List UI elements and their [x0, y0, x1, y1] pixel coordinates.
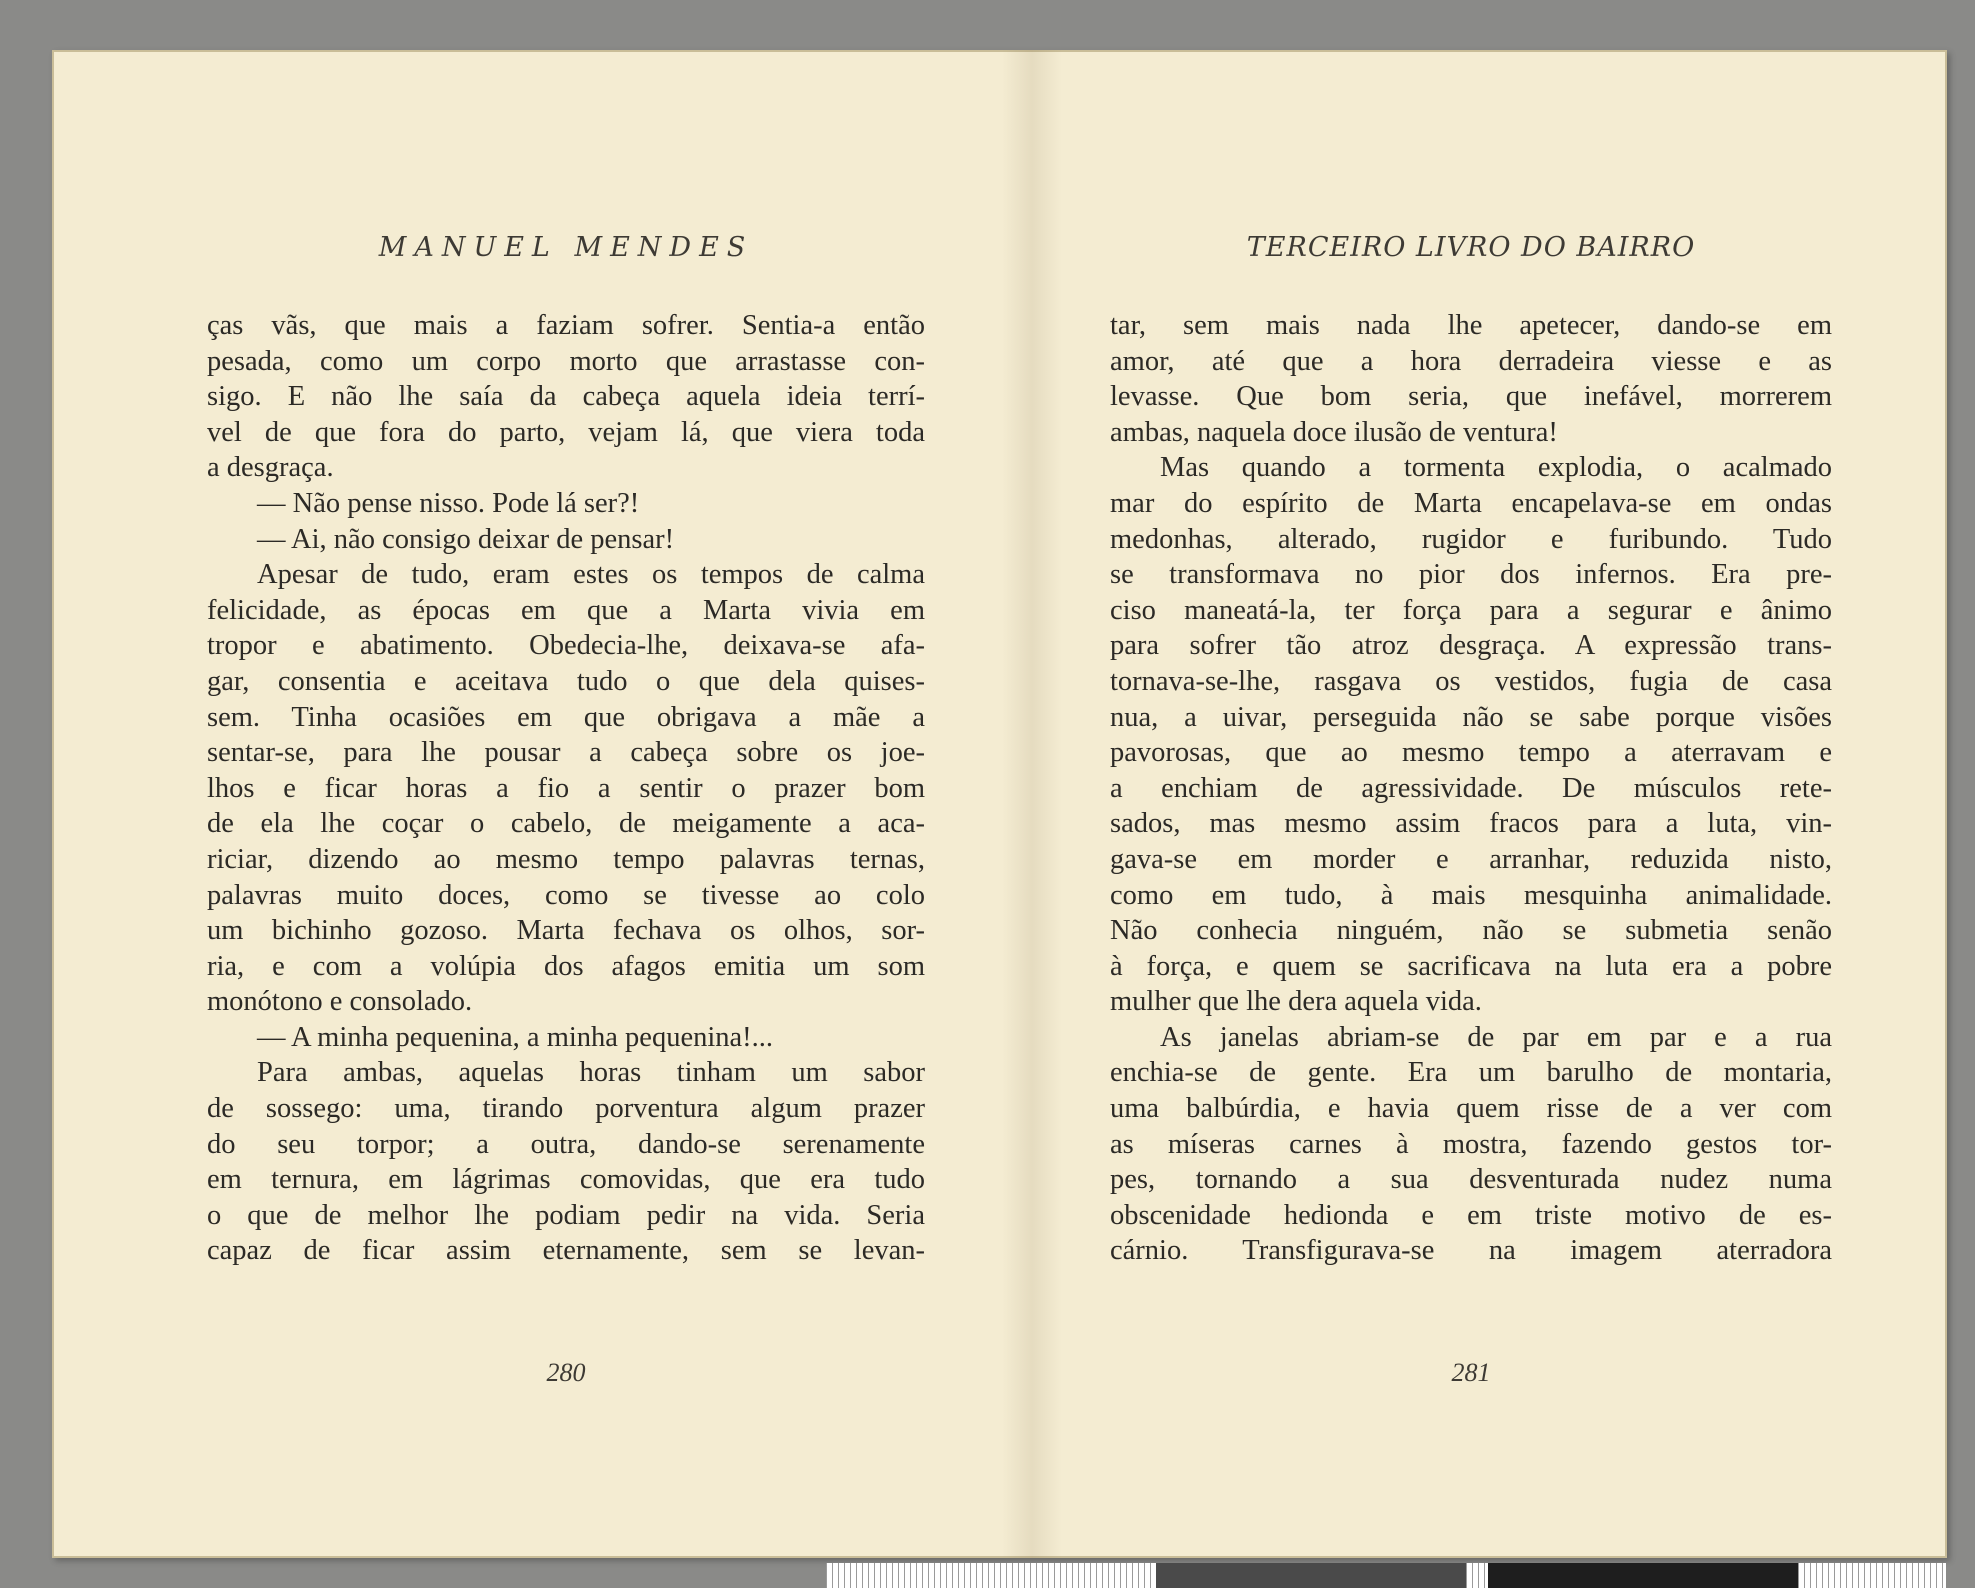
ruler-ticks	[1798, 1563, 1946, 1588]
text-line: do seu torpor; a outra, dando-se serenamente	[207, 1128, 925, 1160]
text-line: pes, tornando a sua desventurada nudez numa	[1110, 1164, 1832, 1196]
text-line: tornava-se-lhe, rasgava os vestidos, fugia de casa	[1110, 665, 1832, 697]
text-line: medonhas, alterado, rugidor e furibundo. Tudo	[1110, 523, 1832, 555]
text-line: amor, até que a hora derradeira viesse e as	[1110, 345, 1832, 377]
text-line: tropor e abatimento. Obedecia-lhe, deixava-se afa-	[207, 630, 925, 662]
text-line: — A minha pequenina, a minha pequenina!...	[257, 1021, 774, 1053]
left-page-text	[207, 308, 925, 1269]
text-line: enchia-se de gente. Era um barulho de montaria,	[1110, 1057, 1832, 1089]
text-line: sados, mas mesmo assim fracos para a luta, vin-	[1110, 808, 1832, 840]
text-line: pavorosas, que ao mesmo tempo a aterravam e	[1110, 737, 1832, 769]
text-line: um bichinho gozoso. Marta fechava os olhos, sor-	[207, 915, 925, 947]
open-book-scan	[52, 50, 1947, 1558]
right-page-text	[1110, 308, 1832, 1269]
text-line: ambas, naquela doce ilusão de ventura!	[1110, 416, 1558, 448]
text-line: para sofrer tão atroz desgraça. A expressão trans-	[1110, 630, 1832, 662]
text-line: — Não pense nisso. Pode lá ser?!	[257, 487, 640, 519]
text-line: capaz de ficar assim eternamente, sem se levan-	[207, 1235, 925, 1267]
text-line: sem. Tinha ocasiões em que obrigava a mãe a	[207, 701, 925, 733]
text-line: nua, a uivar, perseguida não se sabe porque visões	[1110, 701, 1832, 733]
ruler-black-block	[1488, 1563, 1798, 1588]
text-line: levasse. Que bom seria, que inefável, morrerem	[1110, 381, 1832, 413]
text-line: de ela lhe coçar o cabelo, de meigamente a aca-	[207, 808, 925, 840]
scan-color-ruler	[826, 1563, 1946, 1588]
page-number-left: 280	[546, 1358, 586, 1387]
text-line: uma balbúrdia, e havia quem risse de a ver com	[1110, 1093, 1832, 1125]
text-line: ças vãs, que mais a faziam sofrer. Sentia-a então	[207, 310, 925, 341]
text-line: Apesar de tudo, eram estes os tempos de calma	[257, 559, 925, 591]
text-line: sentar-se, para lhe pousar a cabeça sobre os joe-	[207, 737, 925, 769]
ruler-ticks	[1466, 1563, 1488, 1588]
running-head-right: TERCEIRO LIVRO DO BAIRRO	[1246, 232, 1696, 263]
page-number-right: 281	[1451, 1358, 1491, 1387]
text-line: lhos e ficar horas a fio a sentir o prazer bom	[207, 772, 925, 804]
text-line: obscenidade hedionda e em triste motivo de es-	[1110, 1199, 1832, 1231]
text-line: Não conhecia ninguém, não se submetia senão	[1110, 915, 1832, 947]
text-line: em ternura, em lágrimas comovidas, que era tudo	[207, 1164, 925, 1196]
text-line: tar, sem mais nada lhe apetecer, dando-se em	[1110, 310, 1832, 341]
text-line: riciar, dizendo ao mesmo tempo palavras ternas,	[207, 843, 925, 875]
text-line: gava-se em morder e arranhar, reduzida nisto,	[1110, 843, 1832, 875]
ruler-gray-block	[1156, 1563, 1466, 1588]
text-line: à força, e quem se sacrificava na luta era a pobre	[1110, 950, 1832, 982]
text-line: se transformava no pior dos infernos. Era pre-	[1110, 559, 1832, 591]
text-line: gar, consentia e aceitava tudo o que dela quises-	[207, 665, 925, 697]
text-line: felicidade, as épocas em que a Marta vivia em	[207, 594, 925, 626]
text-line: vel de que fora do parto, vejam lá, que viera toda	[207, 416, 925, 448]
text-line: a desgraça.	[207, 452, 334, 484]
text-line: ciso maneatá-la, ter força para a segurar e ânimo	[1110, 594, 1832, 626]
text-line: as míseras carnes à mostra, fazendo gestos tor-	[1110, 1128, 1832, 1160]
book-gutter	[1002, 50, 1062, 1558]
text-line: Mas quando a tormenta explodia, o acalmado	[1160, 452, 1832, 484]
text-line: palavras muito doces, como se tivesse ao colo	[207, 879, 925, 911]
text-line: como em tudo, à mais mesquinha animalidade.	[1110, 879, 1832, 911]
text-line: sigo. E não lhe saía da cabeça aquela ideia terrí-	[207, 381, 925, 413]
text-line: pesada, como um corpo morto que arrastasse con-	[207, 345, 925, 377]
text-line: de sossego: uma, tirando porventura algum prazer	[207, 1093, 925, 1125]
text-line: cárnio. Transfigurava-se na imagem aterradora	[1110, 1235, 1832, 1267]
text-line: a enchiam de agressividade. De músculos rete-	[1110, 772, 1832, 804]
text-line: monótono e consolado.	[207, 986, 473, 1018]
text-line: As janelas abriam-se de par em par e a rua	[1160, 1021, 1832, 1053]
right-page	[1110, 50, 1832, 1558]
text-line: mar do espírito de Marta encapelava-se em ondas	[1110, 487, 1832, 519]
text-line: — Ai, não consigo deixar de pensar!	[257, 523, 675, 555]
text-line: Para ambas, aquelas horas tinham um sabor	[257, 1057, 925, 1089]
ruler-ticks	[826, 1563, 1156, 1588]
text-line: o que de melhor lhe podiam pedir na vida. Seria	[207, 1199, 925, 1231]
running-head-left: MANUEL MENDES	[378, 232, 754, 263]
text-line: ria, e com a volúpia dos afagos emitia um som	[207, 950, 925, 982]
left-page	[207, 50, 925, 1558]
text-line: mulher que lhe dera aquela vida.	[1110, 986, 1482, 1018]
